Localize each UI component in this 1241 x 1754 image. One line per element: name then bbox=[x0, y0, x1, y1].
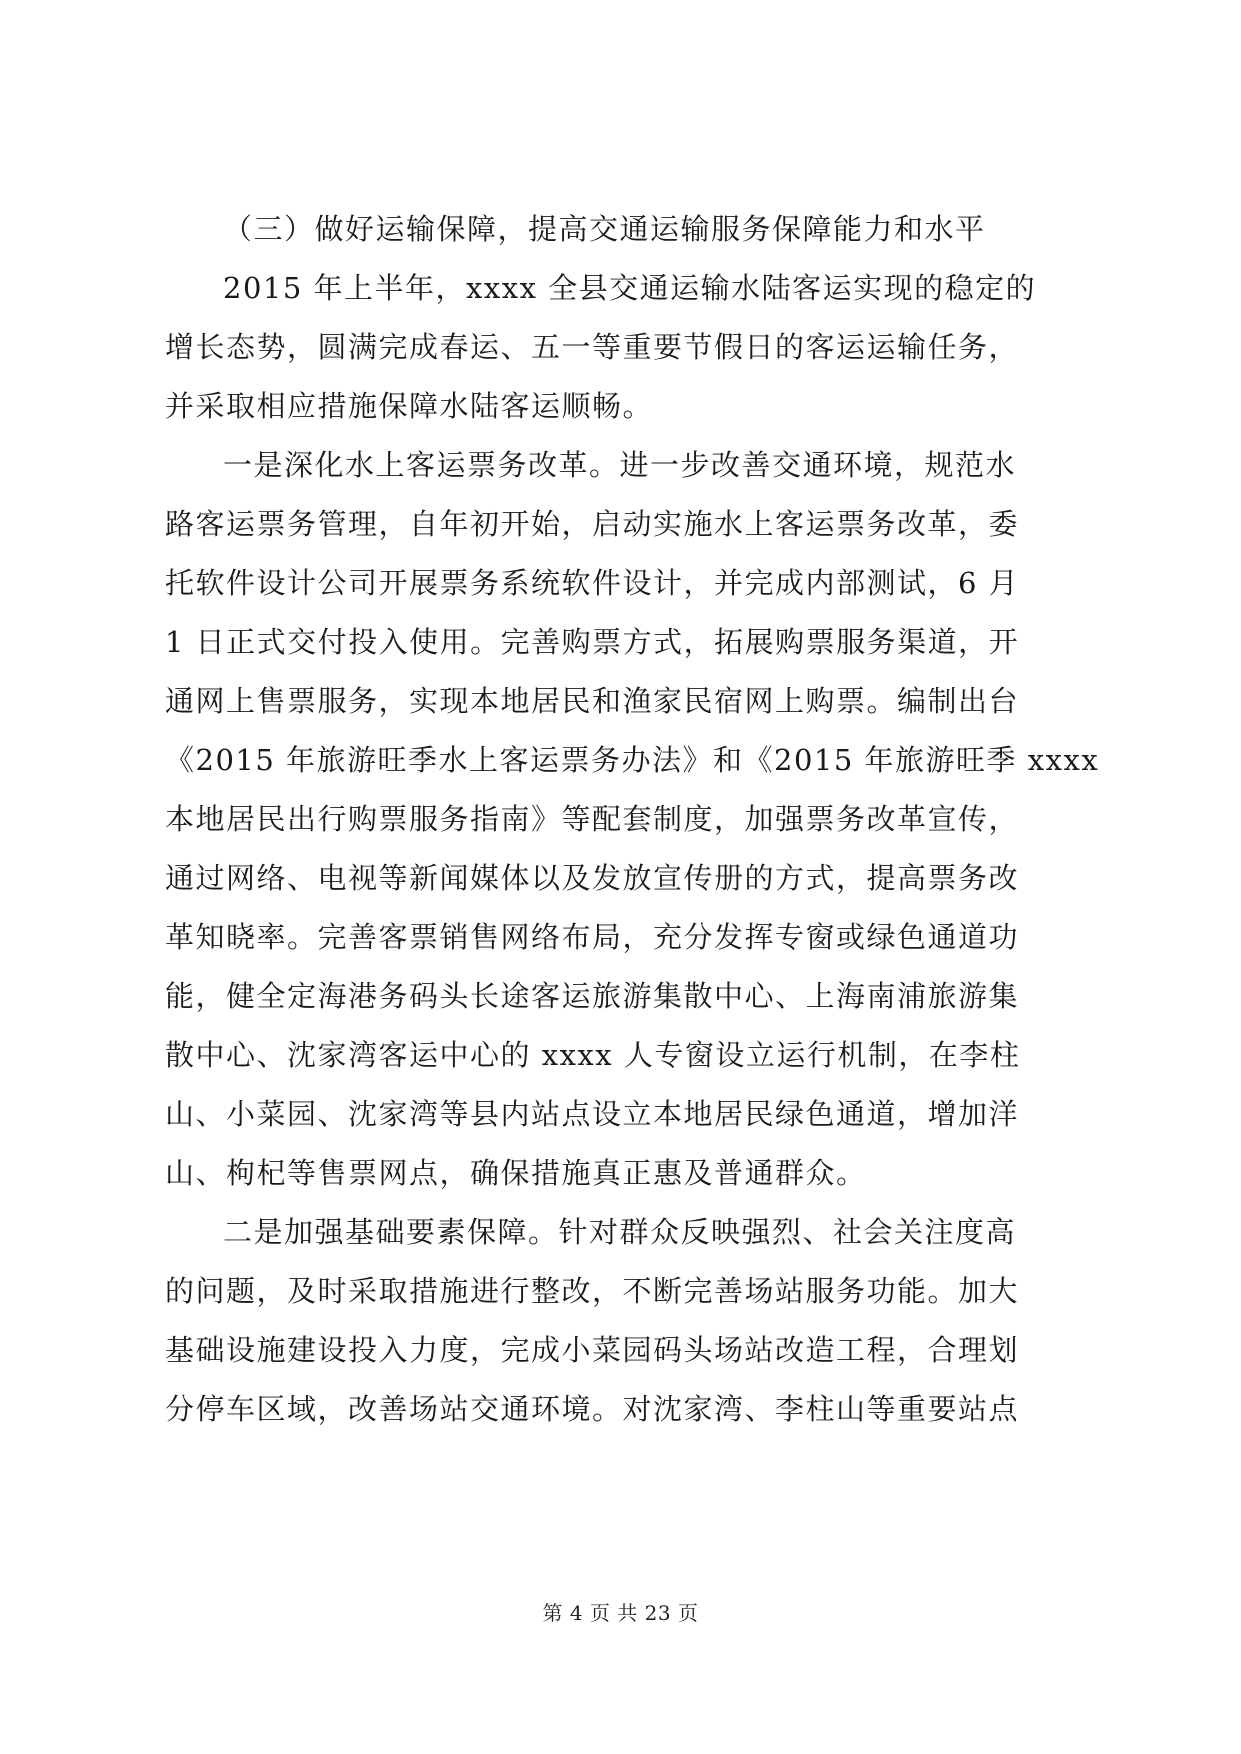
paragraph-line: 并采取相应措施保障水陆客运顺畅。 bbox=[165, 389, 654, 423]
section-heading: （三）做好运输保障，提高交通运输服务保障能力和水平 bbox=[223, 212, 986, 246]
document-body bbox=[165, 200, 1100, 1439]
paragraph-line: 通网上售票服务，实现本地居民和渔家民宿网上购票。编制出台 bbox=[165, 684, 1020, 718]
paragraph-line: 散中心、沈家湾客运中心的 xxxx 人专窗设立运行机制，在李柱 bbox=[165, 1038, 1021, 1072]
paragraph-line: 2015 年上半年，xxxx 全县交通运输水陆客运实现的稳定的 bbox=[223, 271, 1037, 305]
paragraph-line: 革知晓率。完善客票销售网络布局，充分发挥专窗或绿色通道功 bbox=[165, 920, 1020, 954]
paragraph-line: 的问题，及时采取措施进行整改，不断完善场站服务功能。加大 bbox=[165, 1274, 1020, 1308]
paragraph-line: 本地居民出行购票服务指南》等配套制度，加强票务改革宣传， bbox=[165, 802, 1020, 836]
paragraph-line: 分停车区域，改善场站交通环境。对沈家湾、李柱山等重要站点 bbox=[165, 1392, 1020, 1426]
page-number-footer: 第 4 页 共 23 页 bbox=[542, 1601, 699, 1625]
paragraph-line: 托软件设计公司开展票务系统软件设计，并完成内部测试，6 月 bbox=[165, 566, 1020, 600]
paragraph-line: 路客运票务管理，自年初开始，启动实施水上客运票务改革，委 bbox=[165, 507, 1020, 541]
paragraph-line: 基础设施建设投入力度，完成小菜园码头场站改造工程，合理划 bbox=[165, 1333, 1020, 1367]
paragraph-line: 二是加强基础要素保障。针对群众反映强烈、社会关注度高 bbox=[223, 1215, 1017, 1249]
paragraph-line: 山、枸杞等售票网点，确保措施真正惠及普通群众。 bbox=[165, 1156, 867, 1190]
paragraph-line: 1 日正式交付投入使用。完善购票方式，拓展购票服务渠道，开 bbox=[165, 625, 1020, 659]
paragraph-line: 能，健全定海港务码头长途客运旅游集散中心、上海南浦旅游集 bbox=[165, 979, 1020, 1013]
paragraph-line: 一是深化水上客运票务改革。进一步改善交通环境，规范水 bbox=[223, 448, 1017, 482]
paragraph-line: 山、小菜园、沈家湾等县内站点设立本地居民绿色通道，增加洋 bbox=[165, 1097, 1020, 1131]
paragraph-line: 《2015 年旅游旺季水上客运票务办法》和《2015 年旅游旺季 xxxx bbox=[165, 743, 1100, 777]
paragraph-line: 通过网络、电视等新闻媒体以及发放宣传册的方式，提高票务改 bbox=[165, 861, 1020, 895]
paragraph-line: 增长态势，圆满完成春运、五一等重要节假日的客运运输任务， bbox=[165, 330, 1020, 364]
